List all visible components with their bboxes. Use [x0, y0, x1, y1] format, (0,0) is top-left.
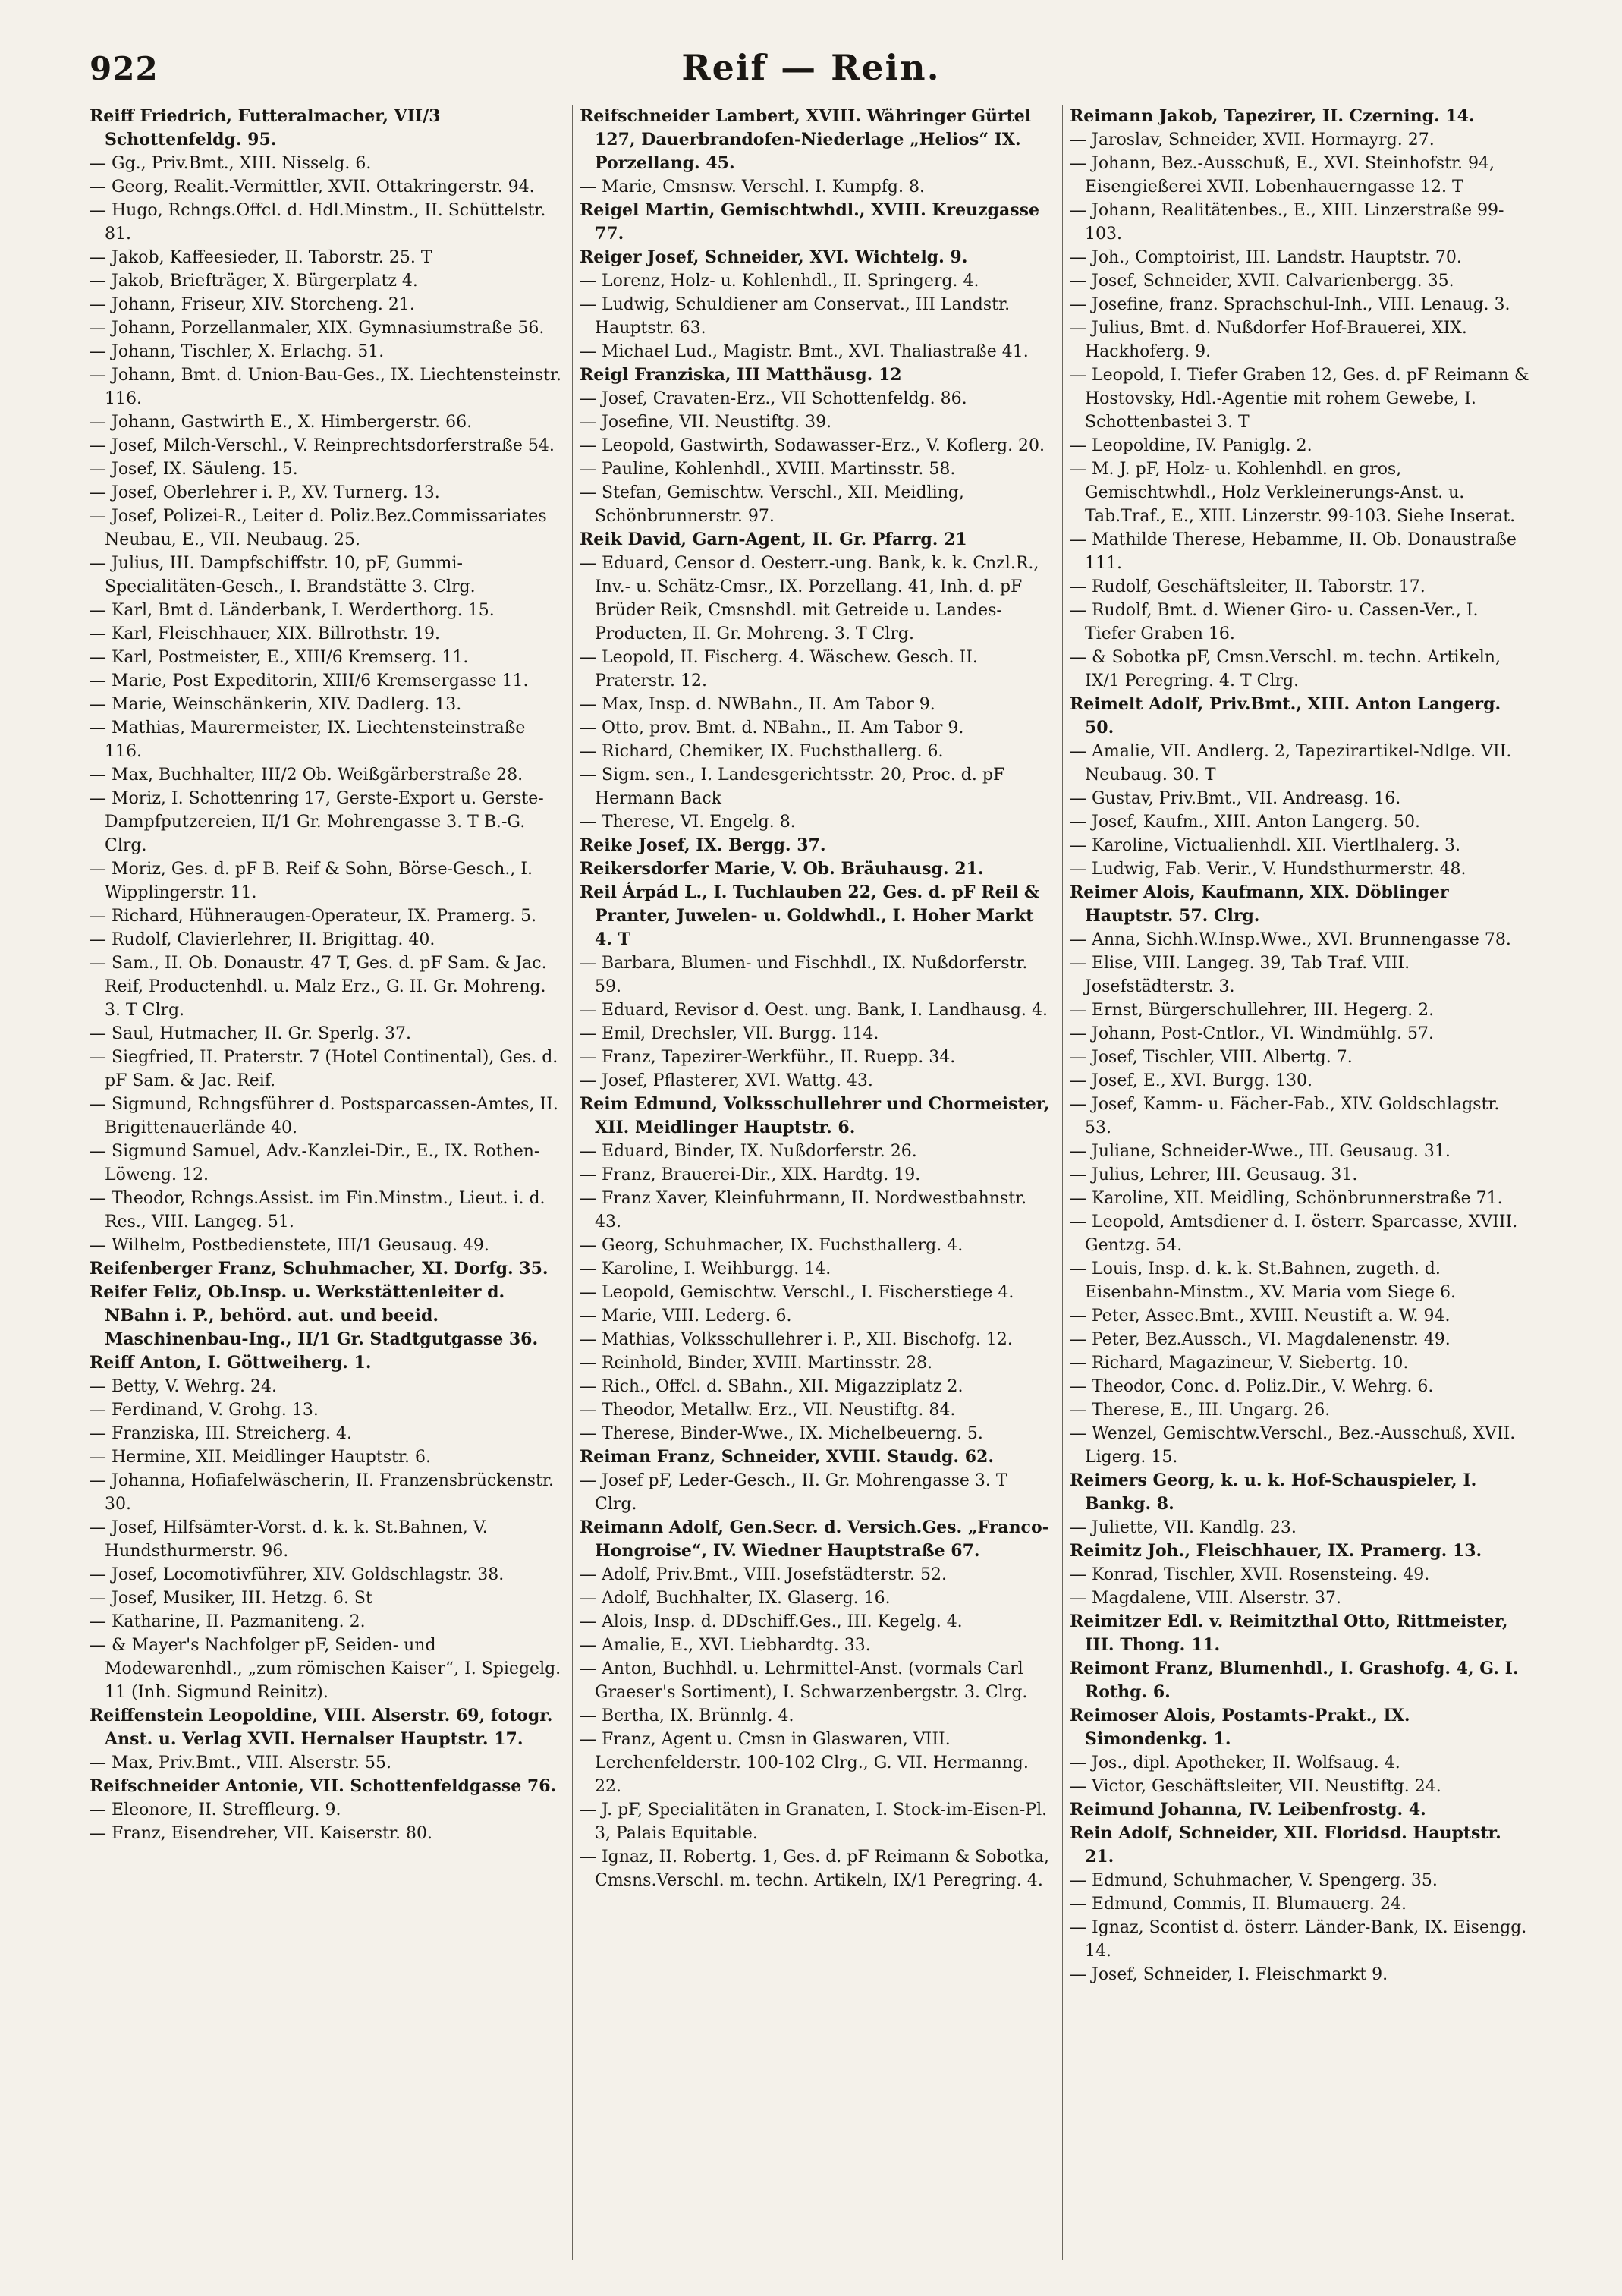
directory-entry: — Josef, Milch-Verschl., V. Reinprechtsdorferstraße 54.	[90, 436, 555, 455]
column-3	[1070, 105, 1531, 2260]
directory-entry: — Mathilde Therese, Hebamme, II. Ob. Donaustraße 111.	[1070, 530, 1517, 573]
directory-entry: — Richard, Chemiker, IX. Fuchsthallerg. 6.	[580, 742, 944, 761]
directory-entry: — Reinhold, Binder, XVIII. Martinsstr. 28.	[580, 1354, 933, 1373]
directory-entry: Reiff Friedrich, Futteralmacher, VII/3 Schottenfeldg. 95.	[90, 106, 441, 149]
directory-entry: — Stefan, Gemischtw. Verschl., XII. Meidling, Schönbrunnerstr. 97.	[580, 483, 964, 526]
directory-entry: — Richard, Hühneraugen-Operateur, IX. Pramerg. 5.	[90, 907, 537, 926]
directory-entry: — Wilhelm, Postbedienstete, III/1 Geusaug. 49.	[90, 1236, 489, 1255]
directory-entry: — Siegfried, II. Praterstr. 7 (Hotel Continental), Ges. d. pF Sam. & Jac. Reif.	[90, 1048, 558, 1090]
directory-entry: — Josef, Schneider, I. Fleischmarkt 9.	[1070, 1965, 1388, 1984]
directory-entry: — Marie, VIII. Lederg. 6.	[580, 1307, 792, 1326]
directory-entry: Reike Josef, IX. Bergg. 37.	[580, 835, 826, 855]
directory-entry: — Josef, Tischler, VIII. Albertg. 7.	[1070, 1048, 1353, 1067]
directory-entry: — Eduard, Revisor d. Oest. ung. Bank, I. Landhausg. 4.	[580, 1001, 1048, 1020]
directory-entry: Reikersdorfer Marie, V. Ob. Bräuhausg. 21.	[580, 859, 984, 879]
directory-entry: — Ignaz, Scontist d. österr. Länder-Bank, IX. Eisengg. 14.	[1070, 1918, 1527, 1961]
directory-entry: Reil Árpád L., I. Tuchlauben 22, Ges. d. pF Reil & Pranter, Juwelen- u. Goldwhdl., I. Hoher Markt 4. T	[580, 882, 1039, 949]
directory-entry: — Franz, Eisendreher, VII. Kaiserstr. 80.	[90, 1824, 432, 1843]
directory-entry: Reimont Franz, Blumenhdl., I. Grashofg. 4, G. I. Rothg. 6.	[1070, 1659, 1519, 1702]
directory-entry: — Josef pF, Leder-Gesch., II. Gr. Mohrengasse 3. T Clrg.	[580, 1471, 1007, 1514]
directory-entry: — Moriz, I. Schottenring 17, Gerste-Export u. Gerste-Dampfputzereien, II/1 Gr. Mohrengasse 3. T B.-G. Clrg.	[90, 789, 544, 855]
directory-entry: — Franziska, III. Streicherg. 4.	[90, 1424, 353, 1443]
directory-entry: — Leopold, Amtsdiener d. I. österr. Sparcasse, XVIII. Gentzg. 54.	[1070, 1212, 1518, 1255]
directory-entry: — Karl, Fleischhauer, XIX. Billrothstr. 19.	[90, 624, 441, 643]
directory-entry: — Karl, Bmt d. Länderbank, I. Werderthorg. 15.	[90, 601, 495, 620]
directory-entry: — Therese, Binder-Wwe., IX. Michelbeuerng. 5.	[580, 1424, 983, 1443]
directory-entry: — Johann, Realitätenbes., E., XIII. Linzerstraße 99-103.	[1070, 201, 1504, 244]
directory-entry: — Karoline, Victualienhdl. XII. Viertlhalerg. 3.	[1070, 836, 1460, 855]
directory-entry: — Max, Priv.Bmt., VIII. Alserstr. 55.	[90, 1753, 391, 1772]
directory-entry: — Edmund, Commis, II. Blumauerg. 24.	[1070, 1895, 1407, 1914]
directory-entry: — Josef, Locomotivführer, XIV. Goldschlagstr. 38.	[90, 1565, 505, 1584]
directory-entry: — Josef, E., XVI. Burgg. 130.	[1070, 1071, 1312, 1090]
directory-entry: Reimitz Joh., Fleischhauer, IX. Pramerg. 13.	[1070, 1541, 1482, 1561]
directory-entry: — Louis, Insp. d. k. k. St.Bahnen, zugeth. d. Eisenbahn-Minstm., XV. Maria vom Siege 6.	[1070, 1260, 1456, 1302]
directory-entry: — Johann, Bmt. d. Union-Bau-Ges., IX. Liechtensteinstr. 116.	[90, 366, 562, 408]
directory-entry: Reifschneider Antonie, VII. Schottenfeldgasse 76.	[90, 1776, 557, 1796]
directory-entry: — Karoline, I. Weihburgg. 14.	[580, 1260, 831, 1279]
directory-entry: — Amalie, VII. Andlerg. 2, Tapezirartikel-Ndlge. VII. Neubaug. 30. T	[1070, 742, 1512, 785]
directory-entry: — Leopoldine, IV. Paniglg. 2.	[1070, 436, 1312, 455]
directory-entry: — Franz, Agent u. Cmsn in Glaswaren, VIII. Lerchenfelderstr. 100-102 Clrg., G. VII. Hermanng. 22.	[580, 1730, 1029, 1796]
directory-entry: — Alois, Insp. d. DDschiff.Ges., III. Kegelg. 4.	[580, 1612, 963, 1631]
directory-entry: — Josef, Musiker, III. Hetzg. 6. St	[90, 1589, 372, 1608]
directory-entry: — Theodor, Conc. d. Poliz.Dir., V. Wehrg. 6.	[1070, 1377, 1434, 1396]
directory-entry: — Josef, IX. Säuleng. 15.	[90, 460, 298, 479]
directory-entry: Reimer Alois, Kaufmann, XIX. Döblinger Hauptstr. 57. Clrg.	[1070, 882, 1449, 926]
directory-entry: — Karoline, XII. Meidling, Schönbrunnerstraße 71.	[1070, 1189, 1503, 1208]
directory-entry: — Leopold, Gemischtw. Verschl., I. Fischerstiege 4.	[580, 1283, 1014, 1302]
directory-entry: — Peter, Bez.Aussch., VI. Magdalenenstr. 49.	[1070, 1330, 1451, 1349]
directory-entry: — Josef, Kaufm., XIII. Anton Langerg. 50.	[1070, 813, 1421, 832]
page-number: 922	[90, 50, 159, 87]
directory-entry: — Max, Insp. d. NWBahn., II. Am Tabor 9.	[580, 695, 935, 714]
directory-entry: — Bertha, IX. Brünnlg. 4.	[580, 1706, 794, 1725]
directory-entry: — Josef, Polizei-R., Leiter d. Poliz.Bez.Commissariates Neubau, E., VII. Neubaug. 25.	[90, 507, 547, 549]
directory-entry: — Johann, Post-Cntlor., VI. Windmühlg. 57.	[1070, 1024, 1434, 1043]
directory-entry: — Lorenz, Holz- u. Kohlenhdl., II. Springerg. 4.	[580, 272, 979, 291]
directory-entry: Reifer Feliz, Ob.Insp. u. Werkstättenleiter d. NBahn i. P., behörd. aut. und beeid. Maschinenbau-Ing., II/1 Gr. Stadtgutgasse 36.	[90, 1282, 539, 1349]
directory-entry: Reigl Franziska, III Matthäusg. 12	[580, 365, 902, 385]
directory-entry: — Rudolf, Clavierlehrer, II. Brigittag. 40.	[90, 930, 435, 949]
directory-entry: — Johann, Friseur, XIV. Storcheng. 21.	[90, 295, 415, 314]
directory-entry: — Joh., Comptoirist, III. Landstr. Hauptstr. 70.	[1070, 248, 1462, 267]
directory-entry: — Saul, Hutmacher, II. Gr. Sperlg. 37.	[90, 1024, 411, 1043]
directory-entry: Reim Edmund, Volksschullehrer und Chormeister, XII. Meidlinger Hauptstr. 6.	[580, 1094, 1050, 1137]
directory-entry: — Franz, Brauerei-Dir., XIX. Hardtg. 19.	[580, 1165, 921, 1184]
directory-entry: — Mathias, Maurermeister, IX. Liechtensteinstraße 116.	[90, 719, 526, 761]
directory-entry: — Richard, Magazineur, V. Siebertg. 10.	[1070, 1354, 1409, 1373]
directory-entry: — Georg, Schuhmacher, IX. Fuchsthallerg. 4.	[580, 1236, 963, 1255]
directory-entry: — Leopold, II. Fischerg. 4. Wäschew. Gesch. II. Praterstr. 12.	[580, 648, 978, 690]
directory-entry: — Leopold, I. Tiefer Graben 12, Ges. d. pF Reimann & Hostovsky, Hdl.-Agentie mit rohem Gewebe, I. Schottenbastei 3. T	[1070, 366, 1529, 432]
directory-entry: Reimund Johanna, IV. Leibenfrostg. 4.	[1070, 1800, 1426, 1820]
directory-entry: — & Sobotka pF, Cmsn.Verschl. m. techn. Artikeln, IX/1 Peregring. 4. T Clrg.	[1070, 648, 1501, 690]
directory-entry: — Adolf, Priv.Bmt., VIII. Josefstädterstr. 52.	[580, 1565, 947, 1584]
directory-entry: — Josef, Cravaten-Erz., VII Schottenfeldg. 86.	[580, 389, 967, 408]
directory-entry: Reifenberger Franz, Schuhmacher, XI. Dorfg. 35.	[90, 1259, 549, 1279]
directory-entry: — Josef, Pflasterer, XVI. Wattg. 43.	[580, 1071, 873, 1090]
directory-entry: — Marie, Weinschänkerin, XIV. Dadlerg. 13.	[90, 695, 462, 714]
directory-entry: Reimelt Adolf, Priv.Bmt., XIII. Anton Langerg. 50.	[1070, 694, 1501, 738]
directory-entry: — Juliette, VII. Kandlg. 23.	[1070, 1518, 1297, 1537]
directory-entry: — Katharine, II. Pazmaniteng. 2.	[90, 1612, 366, 1631]
directory-entry: — Julius, III. Dampfschiffstr. 10, pF, Gummi-Specialitäten-Gesch., I. Brandstätte 3. Clrg.	[90, 554, 476, 596]
directory-entry: — Eleonore, II. Streffleurg. 9.	[90, 1801, 341, 1820]
column-2	[580, 105, 1055, 2260]
directory-entry: — Sam., II. Ob. Donaustr. 47 T, Ges. d. pF Sam. & Jac. Reif, Productenhdl. u. Malz Erz., G. II. Gr. Mohreng. 3. T Clrg.	[90, 954, 547, 1020]
directory-entry: — Ludwig, Fab. Verir., V. Hundsthurmerstr. 48.	[1070, 860, 1466, 879]
column-1	[90, 105, 564, 2260]
directory-entry: — Max, Buchhalter, III/2 Ob. Weißgärberstraße 28.	[90, 766, 523, 785]
directory-entry: — Marie, Post Expeditorin, XIII/6 Kremsergasse 11.	[90, 672, 529, 690]
directory-entry: — Josefine, VII. Neustiftg. 39.	[580, 413, 832, 432]
directory-entry: — Anton, Buchhdl. u. Lehrmittel-Anst. (vormals Carl Graeser's Sortiment), I. Schwarzenbergstr. 3. Clrg.	[580, 1659, 1028, 1702]
directory-entry: — Sigmund, Rchngsführer d. Postsparcassen-Amtes, II. Brigittenauerlände 40.	[90, 1095, 558, 1137]
directory-entry: — Sigm. sen., I. Landesgerichtsstr. 20, Proc. d. pF Hermann Back	[580, 766, 1005, 808]
directory-entry: — Johann, Porzellanmaler, XIX. Gymnasiumstraße 56.	[90, 319, 545, 338]
directory-entry: — Josef, Hilfsämter-Vorst. d. k. k. St.Bahnen, V. Hundsthurmerstr. 96.	[90, 1518, 488, 1561]
directory-entry: — Ludwig, Schuldiener am Conservat., III Landstr. Hauptstr. 63.	[580, 295, 1011, 338]
directory-entry: — Karl, Postmeister, E., XIII/6 Kremserg. 11.	[90, 648, 469, 667]
directory-columns	[90, 105, 1531, 2260]
directory-entry: — Wenzel, Gemischtw.Verschl., Bez.-Ausschuß, XVII. Ligerg. 15.	[1070, 1424, 1516, 1467]
directory-entry: — Julius, Lehrer, III. Geusaug. 31.	[1070, 1165, 1358, 1184]
directory-entry: — Edmund, Schuhmacher, V. Spengerg. 35.	[1070, 1871, 1438, 1890]
directory-entry: — Pauline, Kohlenhdl., XVIII. Martinsstr. 58.	[580, 460, 956, 479]
directory-entry: Reigel Martin, Gemischtwhdl., XVIII. Kreuzgasse 77.	[580, 200, 1040, 244]
directory-entry: Reimann Jakob, Tapezirer, II. Czerning. 14.	[1070, 106, 1475, 126]
directory-entry: Reik David, Garn-Agent, II. Gr. Pfarrg. 21	[580, 530, 967, 549]
directory-entry: — Franz Xaver, Kleinfuhrmann, II. Nordwestbahnstr. 43.	[580, 1189, 1027, 1231]
directory-entry: — Ignaz, II. Robertg. 1, Ges. d. pF Reimann & Sobotka, Cmsns.Verschl. m. techn. Artikeln, IX/1 Peregring. 4.	[580, 1848, 1050, 1890]
directory-entry: — Sigmund Samuel, Adv.-Kanzlei-Dir., E., IX. Rothen-Löweng. 12.	[90, 1142, 540, 1184]
directory-entry: — Johann, Gastwirth E., X. Himbergerstr. 66.	[90, 413, 473, 432]
page-title: Reif — Rein.	[681, 47, 941, 88]
directory-entry: — & Mayer's Nachfolger pF, Seiden- und Modewarenhdl., „zum römischen Kaiser“, I. Spiegelg. 11 (Inh. Sigmund Reinitz).	[90, 1636, 561, 1702]
directory-entry: — Theodor, Rchngs.Assist. im Fin.Minstm., Lieut. i. d. Res., VIII. Langeg. 51.	[90, 1189, 545, 1231]
directory-entry: — Josef, Schneider, XVII. Calvarienbergg. 35.	[1070, 272, 1454, 291]
directory-entry: — Franz, Tapezirer-Werkführ., II. Ruepp. 34.	[580, 1048, 956, 1067]
directory-entry: — Mathias, Volksschullehrer i. P., XII. Bischofg. 12.	[580, 1330, 1013, 1349]
directory-entry: — Emil, Drechsler, VII. Burgg. 114.	[580, 1024, 879, 1043]
directory-entry: — Elise, VIII. Langeg. 39, Tab Traf. VIII. Josefstädterstr. 3.	[1070, 954, 1410, 996]
directory-entry: Reiger Josef, Schneider, XVI. Wichtelg. 9.	[580, 247, 968, 267]
directory-entry: — Rich., Offcl. d. SBahn., XII. Migazziplatz 2.	[580, 1377, 963, 1396]
directory-entry: — Jos., dipl. Apotheker, II. Wolfsaug. 4.	[1070, 1753, 1400, 1772]
directory-entry: — Konrad, Tischler, XVII. Rosensteing. 49.	[1070, 1565, 1430, 1584]
directory-entry: — Josef, Kamm- u. Fächer-Fab., XIV. Goldschlagstr. 53.	[1070, 1095, 1500, 1137]
directory-entry: — Julius, Bmt. d. Nußdorfer Hof-Brauerei, XIX. Hackhoferg. 9.	[1070, 319, 1467, 361]
directory-entry: — Georg, Realit.-Vermittler, XVII. Ottakringerstr. 94.	[90, 178, 535, 197]
directory-entry: Reiff Anton, I. Göttweiherg. 1.	[90, 1353, 372, 1373]
directory-entry: — Rudolf, Geschäftsleiter, II. Taborstr. 17.	[1070, 577, 1426, 596]
directory-entry: — Anna, Sichh.W.Insp.Wwe., XVI. Brunnengasse 78.	[1070, 930, 1511, 949]
directory-entry: — M. J. pF, Holz- u. Kohlenhdl. en gros, Gemischtwhdl., Holz Verkleinerungs-Anst. u. Tab.Traf., E., XIII. Linzerstr. 99-103. Siehe Inserat.	[1070, 460, 1516, 526]
directory-entry: — Therese, E., III. Ungarg. 26.	[1070, 1401, 1331, 1420]
directory-entry: — Amalie, E., XVI. Liebhardtg. 33.	[580, 1636, 871, 1655]
directory-entry: — Jakob, Briefträger, X. Bürgerplatz 4.	[90, 272, 418, 291]
directory-entry: — Leopold, Gastwirth, Sodawasser-Erz., V. Koflerg. 20.	[580, 436, 1045, 455]
directory-entry: — Hermine, XII. Meidlinger Hauptstr. 6.	[90, 1448, 431, 1467]
directory-entry: Reiman Franz, Schneider, XVIII. Staudg. 62.	[580, 1447, 995, 1467]
directory-entry: — Hugo, Rchngs.Offcl. d. Hdl.Minstm., II. Schüttelstr. 81.	[90, 201, 546, 244]
column-divider	[1062, 105, 1063, 2260]
directory-entry: — Jaroslav, Schneider, XVII. Hormayrg. 27.	[1070, 131, 1435, 149]
directory-entry: — Johanna, Hofiafelwäscherin, II. Franzensbrückenstr. 30.	[90, 1471, 554, 1514]
directory-entry: — Betty, V. Wehrg. 24.	[90, 1377, 277, 1396]
directory-entry: — Adolf, Buchhalter, IX. Glaserg. 16.	[580, 1589, 891, 1608]
directory-entry: — Magdalene, VIII. Alserstr. 37.	[1070, 1589, 1342, 1608]
directory-entry: — Gustav, Priv.Bmt., VII. Andreasg. 16.	[1070, 789, 1401, 808]
directory-entry: — Theodor, Metallw. Erz., VII. Neustiftg. 84.	[580, 1401, 956, 1420]
directory-entry: Reimoser Alois, Postamts-Prakt., IX. Simondenkg. 1.	[1070, 1706, 1410, 1749]
directory-entry: — Victor, Geschäftsleiter, VII. Neustiftg. 24.	[1070, 1777, 1441, 1796]
directory-entry: — Therese, VI. Engelg. 8.	[580, 813, 796, 832]
directory-entry: Rein Adolf, Schneider, XII. Floridsd. Hauptstr. 21.	[1070, 1823, 1501, 1867]
directory-entry: — Michael Lud., Magistr. Bmt., XVI. Thaliastraße 41.	[580, 342, 1029, 361]
directory-entry: — Gg., Priv.Bmt., XIII. Nisselg. 6.	[90, 154, 372, 173]
directory-entry: — Josefine, franz. Sprachschul-Inh., VIII. Lenaug. 3.	[1070, 295, 1510, 314]
directory-entry: — Moriz, Ges. d. pF B. Reif & Sohn, Börse-Gesch., I. Wipplingerstr. 11.	[90, 860, 533, 902]
column-divider	[572, 105, 573, 2260]
directory-entry: — Marie, Cmsnsw. Verschl. I. Kumpfg. 8.	[580, 178, 925, 197]
directory-entry: — Ernst, Bürgerschullehrer, III. Hegerg. 2.	[1070, 1001, 1435, 1020]
directory-entry: Reifschneider Lambert, XVIII. Währinger Gürtel 127, Dauerbrandofen-Niederlage „Helios“ IX. Porzellang. 45.	[580, 106, 1032, 173]
directory-entry: Reimitzer Edl. v. Reimitzthal Otto, Rittmeister, III. Thong. 11.	[1070, 1612, 1508, 1655]
directory-entry: — Josef, Oberlehrer i. P., XV. Turnerg. 13.	[90, 483, 440, 502]
directory-entry: — Jakob, Kaffeesieder, II. Taborstr. 25. T	[90, 248, 432, 267]
directory-entry: Reimann Adolf, Gen.Secr. d. Versich.Ges. „Franco-Hongroise“, IV. Wiedner Hauptstraße 67.	[580, 1518, 1049, 1561]
directory-entry: — J. pF, Specialitäten in Granaten, I. Stock-im-Eisen-Pl. 3, Palais Equitable.	[580, 1801, 1048, 1843]
directory-entry: — Ferdinand, V. Grohg. 13.	[90, 1401, 319, 1420]
directory-entry: — Barbara, Blumen- und Fischhdl., IX. Nußdorferstr. 59.	[580, 954, 1028, 996]
directory-entry: — Eduard, Censor d. Oesterr.-ung. Bank, k. k. Cnzl.R., Inv.- u. Schätz-Cmsr., IX. Porzellang. 41, Inh. d. pF Brüder Reik, Cmsnshdl. mit Getreide u. Landes-Producten, II. Gr. Mohreng. 3. T Clrg.	[580, 554, 1039, 643]
directory-entry: — Peter, Assec.Bmt., XVIII. Neustift a. W. 94.	[1070, 1307, 1451, 1326]
directory-entry: — Eduard, Binder, IX. Nußdorferstr. 26.	[580, 1142, 917, 1161]
directory-entry: Reimers Georg, k. u. k. Hof-Schauspieler, I. Bankg. 8.	[1070, 1470, 1477, 1514]
directory-entry: — Rudolf, Bmt. d. Wiener Giro- u. Cassen-Ver., I. Tiefer Graben 16.	[1070, 601, 1479, 643]
directory-entry: — Johann, Bez.-Ausschuß, E., XVI. Steinhofstr. 94, Eisengießerei XVII. Lobenhauerngasse 12. T	[1070, 154, 1495, 197]
directory-entry: — Johann, Tischler, X. Erlachg. 51.	[90, 342, 385, 361]
directory-entry: Reiffenstein Leopoldine, VIII. Alserstr. 69, fotogr. Anst. u. Verlag XVII. Hernalser Hauptstr. 17.	[90, 1706, 553, 1749]
directory-entry: — Juliane, Schneider-Wwe., III. Geusaug. 31.	[1070, 1142, 1451, 1161]
directory-entry: — Otto, prov. Bmt. d. NBahn., II. Am Tabor 9.	[580, 719, 964, 738]
